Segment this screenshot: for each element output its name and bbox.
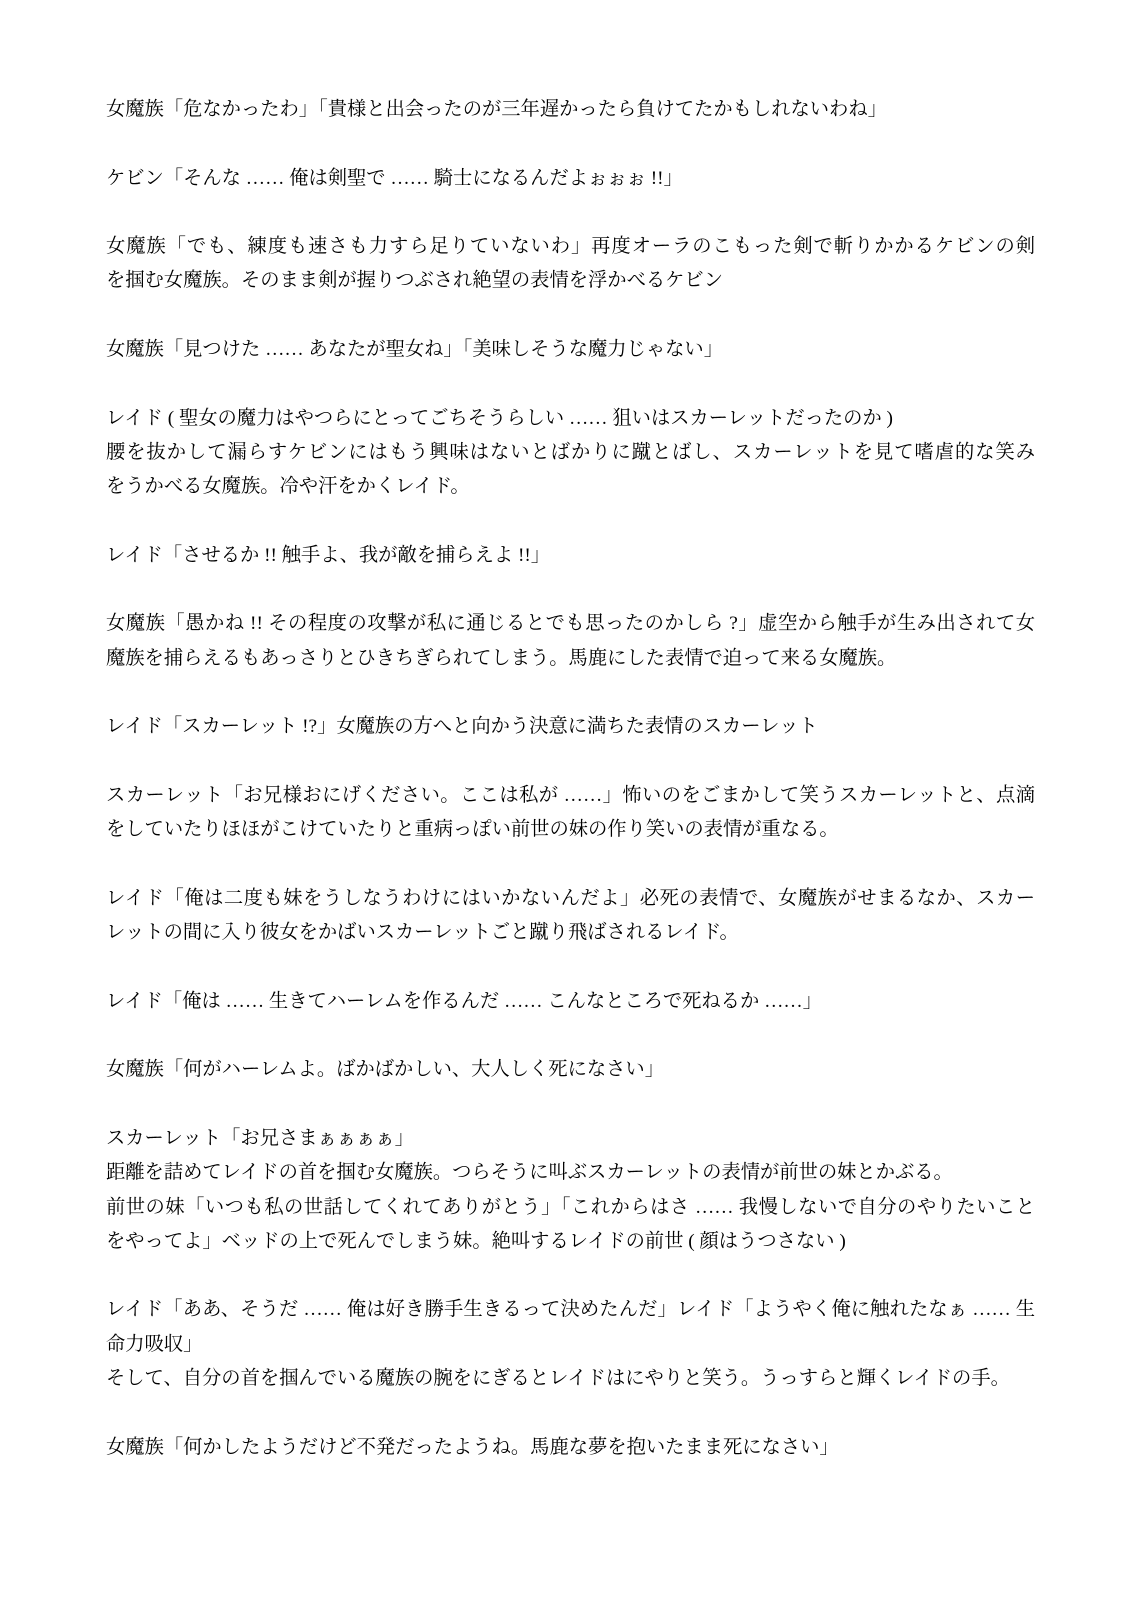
text-line: 距離を詰めてレイドの首を掴む女魔族。つらそうに叫ぶスカーレットの表情が前世の妹とかぶる。 <box>106 1162 953 1184</box>
text-line: レットの間に入り彼女をかばいスカーレットごと蹴り飛ばされるレイド。 <box>106 922 739 944</box>
paragraph <box>106 985 1035 1019</box>
text-line: スカーレット「お兄様おにげください。ここは私が ……」怖いのをごまかして笑うスカーレットと、点滴 <box>106 784 1035 806</box>
text-line: をうかべる女魔族。冷や汗をかくレイド。 <box>106 476 470 498</box>
paragraph <box>106 1053 1035 1087</box>
text-line: レイド「させるか !! 触手よ、我が敵を捕らえよ !!」 <box>106 544 551 566</box>
paragraph <box>106 1431 1035 1465</box>
text-line: をやってよ」ベッドの上で死んでしまう妹。絶叫するレイドの前世 ( 顔はうつさない ) <box>106 1230 846 1252</box>
text-line: レイド「ああ、そうだ …… 俺は好き勝手生きるって決めたんだ」レイド「ようやく俺に触れたなぁ …… 生 <box>106 1299 1035 1321</box>
text-line: 前世の妹「いつも私の世話してくれてありがとう」「これからはさ …… 我慢しないで自分のやりたいこと <box>106 1196 1035 1218</box>
text-line: レイド「俺は二度も妹をうしなうわけにはいかないんだよ」必死の表情で、女魔族がせまるなか、スカー <box>106 887 1035 909</box>
text-line: 腰を抜かして漏らすケビンにはもう興味はないとばかりに蹴とばし、スカーレットを見て嗜虐的な笑み <box>106 441 1035 463</box>
paragraph <box>106 93 1035 127</box>
paragraph <box>106 882 1035 951</box>
text-line: 魔族を捕らえるもあっさりとひきちぎられてしまう。馬鹿にした表情で迫って来る女魔族。 <box>106 647 897 669</box>
text-line: 女魔族「愚かね !! その程度の攻撃が私に通じるとでも思ったのかしら ?」虚空から触手が生み出されて女 <box>106 613 1035 635</box>
text-line: スカーレット「お兄さまぁぁぁぁ」 <box>106 1127 414 1149</box>
text-line: ケビン「そんな …… 俺は剣聖で …… 騎士になるんだよぉぉぉ !!」 <box>106 167 683 189</box>
paragraph <box>106 539 1035 573</box>
text-line: 女魔族「何かしたようだけど不発だったようね。馬鹿な夢を抱いたまま死になさい」 <box>106 1436 839 1458</box>
paragraph <box>106 230 1035 299</box>
paragraph <box>106 333 1035 367</box>
text-line: 女魔族「でも、練度も速さも力すら足りていないわ」再度オーラのこもった剣で斬りかかるケビンの剣 <box>106 236 1035 258</box>
paragraph <box>106 1293 1035 1396</box>
paragraph <box>106 607 1035 676</box>
paragraph <box>106 779 1035 848</box>
paragraph <box>106 402 1035 505</box>
text-line: そして、自分の首を掴んでいる魔族の腕をにぎるとレイドはにやりと笑う。うっすらと輝くレイドの手。 <box>106 1367 1010 1389</box>
text-line: レイド「スカーレット !?」女魔族の方へと向かう決意に満ちた表情のスカーレット <box>106 716 818 738</box>
text-line: を掴む女魔族。そのまま剣が握りつぶされ絶望の表情を浮かべるケビン <box>106 270 723 292</box>
text-line: 女魔族「危なかったわ」「貴様と出会ったのが三年遅かったら負けてたかもしれないわね」 <box>106 99 887 120</box>
text-line: 命力吸収」 <box>106 1333 203 1355</box>
paragraph <box>106 710 1035 744</box>
text-line: レイド「俺は …… 生きてハーレムを作るんだ …… こんなところで死ねるか ……」 <box>106 990 822 1012</box>
paragraph <box>106 1122 1035 1259</box>
paragraph <box>106 162 1035 196</box>
text-line: をしていたりほほがこけていたりと重病っぽい前世の妹の作り笑いの表情が重なる。 <box>106 819 839 841</box>
text-line: 女魔族「何がハーレムよ。ばかばかしい、大人しく死になさい」 <box>106 1059 664 1081</box>
text-line: 女魔族「見つけた …… あなたが聖女ね」「美味しそうな魔力じゃない」 <box>106 339 723 361</box>
text-line: レイド ( 聖女の魔力はやつらにとってごちそうらしい …… 狙いはスカーレットだったのか ) <box>106 407 893 429</box>
